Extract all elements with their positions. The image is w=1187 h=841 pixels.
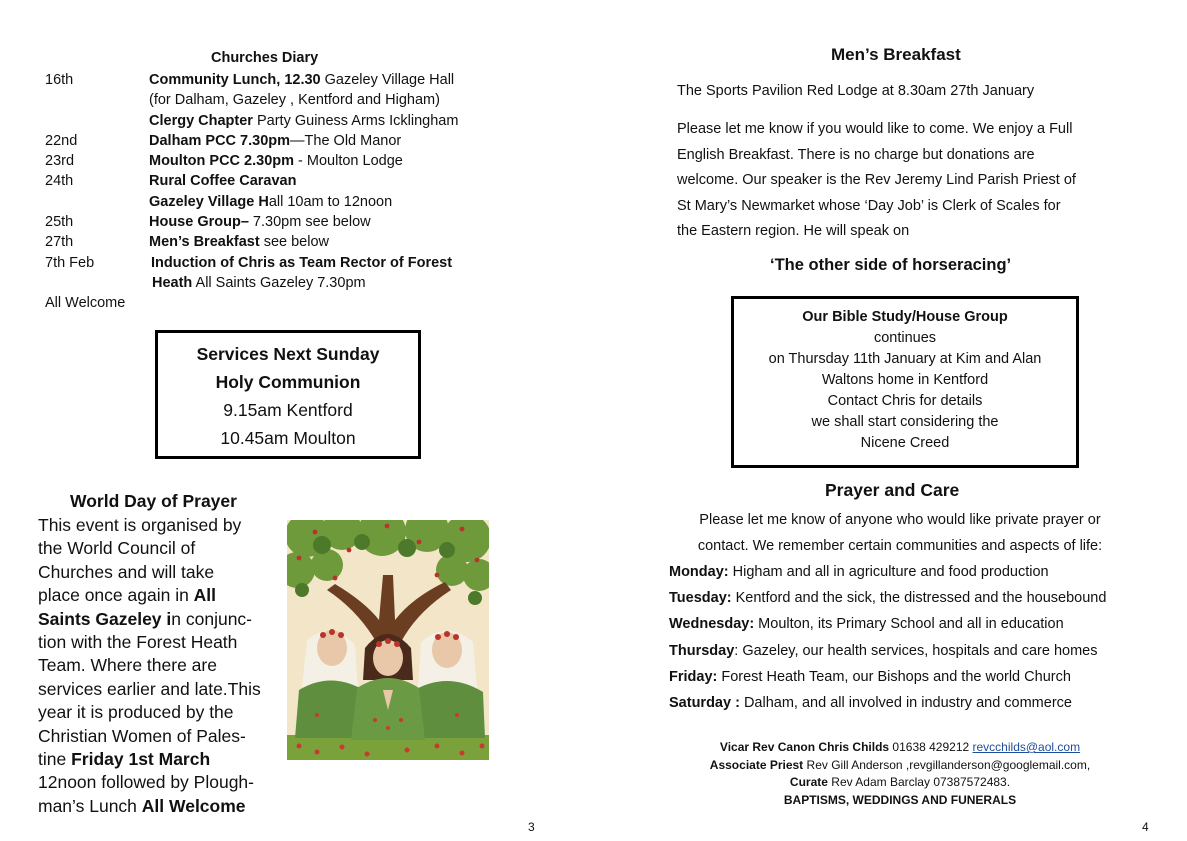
diary-row: [45, 273, 515, 293]
diary-event: Community Lunch, 12.30 Gazeley Village Hall: [149, 72, 455, 88]
diary-date: [45, 273, 149, 293]
diary-event: Moulton PCC 2.30pm - Moulton Lodge: [149, 153, 403, 170]
mens-breakfast-venue: The Sports Pavilion Red Lodge at 8.30am 27th January: [677, 83, 1035, 99]
mens-breakfast-text: [677, 117, 1076, 245]
diary-date: 7th Feb: [45, 254, 95, 271]
services-type: Holy Communion: [215, 372, 361, 392]
text-line: St Mary’s Newmarket whose ‘Day Job’ is Clerk of Scales for: [677, 197, 1061, 214]
diary-date: [45, 90, 149, 110]
diary-row: [45, 192, 515, 212]
diary-row: [45, 111, 515, 131]
text-line: English Breakfast. There is no charge but donations are: [677, 146, 1035, 163]
text-line: place once again in All: [38, 585, 217, 606]
diary-note: All Welcome: [45, 295, 126, 312]
text-line: 12noon followed by Plough-: [38, 772, 254, 793]
text-line: Contact Chris for details: [827, 393, 983, 409]
text-line: the Eastern region. He will speak on: [677, 223, 910, 239]
prayer-day-item: Wednesday: Moulton, its Primary School and all in education: [669, 616, 1064, 633]
prayer-days-list: [669, 559, 1106, 716]
diary-date: 23rd: [45, 153, 75, 170]
diary-row: [45, 70, 515, 90]
text-line: Waltons home in Kentford: [821, 372, 989, 388]
diary-event: Heath All Saints Gazeley 7.30pm: [152, 274, 366, 291]
vicar-contact: Vicar Rev Canon Chris Childs 01638 429212 revcchilds@aol.com: [719, 740, 1081, 754]
diary-row: [45, 90, 515, 110]
contacts-block: [670, 739, 1130, 809]
prayer-day-item: Monday: Higham and all in agriculture and food production: [669, 564, 1049, 580]
text-line: tine Friday 1st March: [38, 748, 211, 769]
diary-event: Clergy Chapter Party Guiness Arms Icklingham: [149, 112, 459, 129]
text-line: tion with the Forest Heath: [38, 631, 238, 652]
text-line: Saints Gazeley in conjunc-: [38, 608, 253, 629]
diary-row: [45, 253, 515, 273]
world-day-of-prayer-title: World Day of Prayer: [70, 491, 237, 511]
text-line: year it is produced by the: [38, 702, 234, 723]
prayer-day-item: Tuesday: Kentford and the sick, the distressed and the housebound: [669, 590, 1107, 607]
text-line: we shall start considering the: [811, 414, 999, 430]
diary-row: [45, 131, 515, 151]
text-line: man’s Lunch All Welcome: [38, 795, 246, 816]
diary-row: [45, 151, 515, 171]
talk-title: ‘The other side of horseracing’: [770, 256, 1012, 274]
prayer-day-item: Friday: Forest Heath Team, our Bishops and the world Church: [669, 668, 1071, 685]
associate-contact: Associate Priest Rev Gill Anderson ,revgillanderson@googlemail.com,: [709, 757, 1091, 772]
bible-study-title: Our Bible Study/House Group: [802, 309, 1008, 325]
service-time: 10.45am Moulton: [220, 428, 356, 448]
curate-contact: Curate Rev Adam Barclay 07387572483.: [789, 775, 1011, 789]
diary-row: [45, 212, 515, 232]
contacts-footer: BAPTISMS, WEDDINGS AND FUNERALS: [783, 792, 1017, 807]
bible-study-box: [731, 296, 1079, 468]
text-line: Nicene Creed: [860, 435, 950, 451]
text-line: Please let me know of anyone who would like private prayer or: [699, 512, 1101, 528]
world-day-of-prayer-text: [38, 514, 283, 818]
diary-title: Churches Diary: [211, 50, 319, 66]
service-time: 9.15am Kentford: [223, 400, 353, 420]
page-number: 3: [528, 820, 535, 834]
page-number: 4: [1142, 820, 1149, 834]
services-title: Services Next Sunday: [196, 344, 380, 364]
diary-date: 22nd: [45, 132, 78, 149]
diary-event: Induction of Chris as Team Rector of Forest: [151, 254, 453, 271]
text-line: Christian Women of Pales-: [38, 725, 246, 746]
mens-breakfast-title: Men’s Breakfast: [831, 45, 961, 64]
text-line: continues: [873, 330, 937, 346]
diary-event: Men’s Breakfast see below: [149, 234, 330, 251]
diary-event: (for Dalham, Gazeley , Kentford and Higham): [149, 92, 440, 109]
prayer-and-care-title: Prayer and Care: [825, 480, 960, 500]
prayer-and-care-intro: [669, 507, 1131, 559]
prayer-day-item: Thursday: Gazeley, our health services, hospitals and care homes: [669, 642, 1098, 659]
diary-date: 24th: [45, 173, 74, 190]
diary-event: Dalham PCC 7.30pm—The Old Manor: [149, 132, 402, 149]
diary-row: [45, 232, 515, 252]
prayer-day-item: Saturday : Dalham, and all involved in industry and commerce: [669, 694, 1072, 711]
services-box: [155, 330, 421, 459]
text-line: Please let me know if you would like to come. We enjoy a Full: [677, 121, 1073, 137]
diary-event: House Group– 7.30pm see below: [149, 214, 371, 231]
diary-date: [45, 192, 149, 212]
diary-date: [45, 111, 149, 131]
text-line: welcome. Our speaker is the Rev Jeremy Lind Parish Priest of: [677, 172, 1076, 188]
vicar-email-link[interactable]: revcchilds@aol.com: [972, 740, 1081, 754]
text-line: Team. Where there are: [38, 655, 217, 676]
diary-event: Gazeley Village Hall 10am to 12noon: [149, 193, 393, 210]
diary-row: [45, 171, 515, 191]
diary-date: 16th: [45, 72, 74, 88]
text-line: on Thursday 11th January at Kim and Alan: [768, 351, 1042, 367]
text-line: the World Council of: [38, 538, 196, 559]
text-line: Churches and will take: [38, 561, 215, 582]
text-line: This event is organised by: [38, 515, 242, 535]
diary-date: 27th: [45, 234, 74, 251]
churches-diary: [45, 70, 515, 314]
text-line: contact. We remember certain communities and aspects of life:: [697, 538, 1103, 554]
diary-event: Rural Coffee Caravan: [149, 173, 297, 190]
prayer-painting: [287, 520, 489, 760]
text-line: services earlier and late.This: [38, 678, 261, 699]
diary-date: 25th: [45, 214, 74, 231]
